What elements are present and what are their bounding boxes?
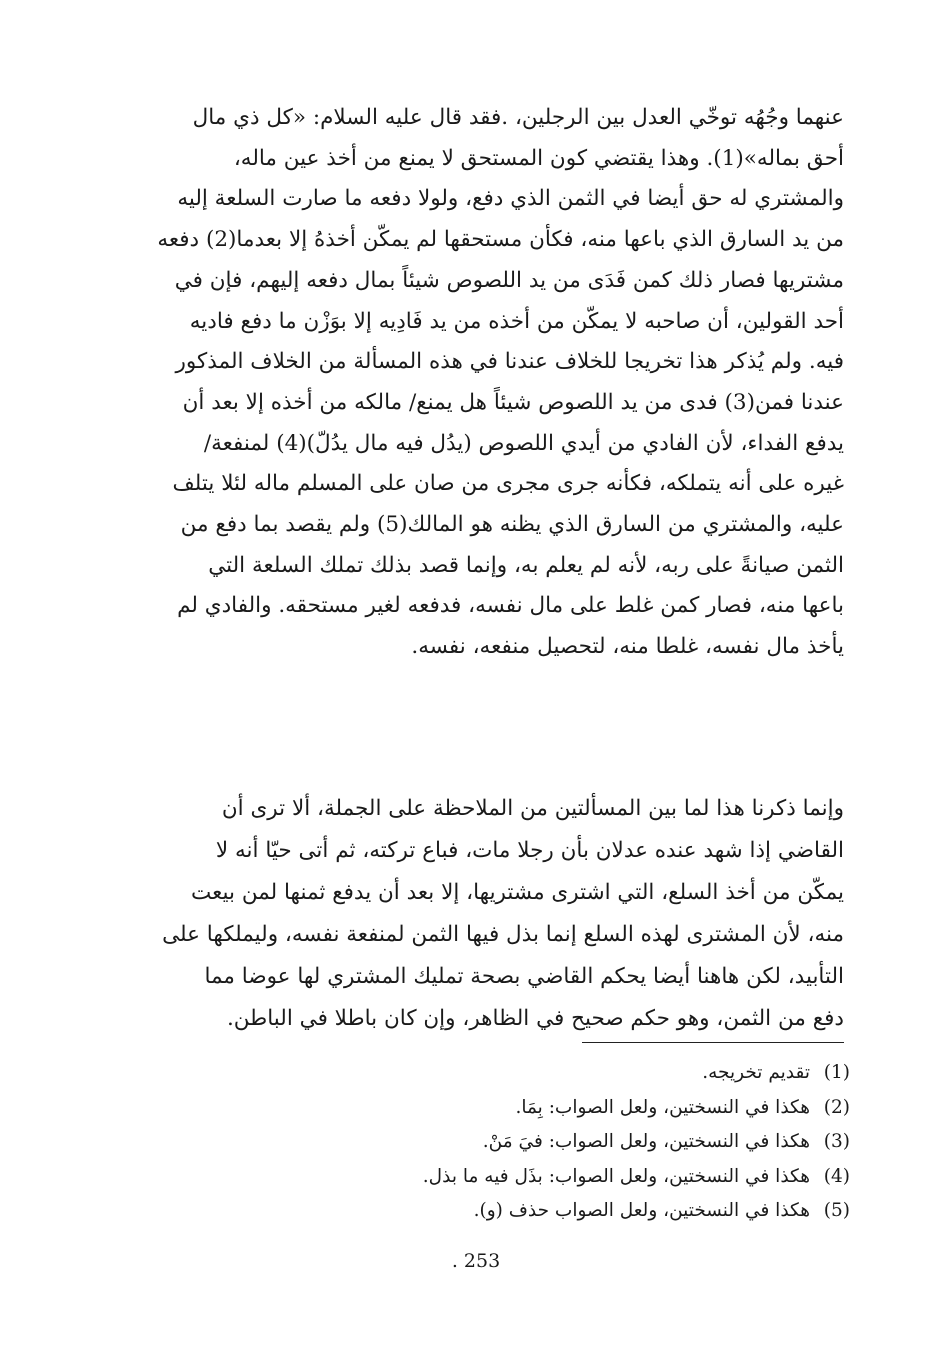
text-line: يدفع الفداء، لأن الفادي من أيدي اللصوص (يدُل فيه مال يدُلّ)(4) لمنفعة/ [203,430,844,456]
footnote-number: (5) [823,1200,850,1221]
text-line: باعها منه، فصار كمن غلط على مال نفسه، فدفعه لغير مستحقه. والفادي لم [177,593,844,619]
footnote-number: (2) [823,1096,850,1118]
text-line: منه، لأن المشترى لهذه السلع إنما بذل فيها الثمن لمنفعة نفسه، وليملكها على [162,922,844,947]
footnote-number: (1) [823,1062,850,1083]
text-line: يمكّن من أخذ السلع، التي اشترى مشتريها، إلا بعد أن يدفع ثمنها لمن بيعت [191,880,844,905]
paragraph-2 [118,788,844,1040]
text-line: فيه. ولم يُذكر هذا تخريجا للخلاف عندنا في هذه المسألة من الخلاف المذكور [175,349,844,375]
text-line: دفع من الثمن، وهو حكم صحيح في الظاهر، وإن كان باطلا في الباطن. [226,1006,844,1031]
paragraph-1 [118,98,844,668]
text-line: والمشتري له حق أيضا في الثمن الذي دفع، ولولا دفعه ما صارت السلعة إليه [177,186,844,212]
footnote-text: هكذا في النسختين، ولعل الصواب حذف (و). [473,1200,810,1221]
text-line: أحد القولين، أن صاحبه لا يمكّن من أخذه من يد فَادِيه إلا بوَزْن ما دفع فاديه [189,308,844,334]
footnote-number: (4) [823,1165,850,1187]
text-line: أحق بماله»(1). وهذا يقتضي كون المستحق لا يمنع من أخذ عين ماله، [233,145,844,171]
footnote [300,1160,850,1195]
page-number: . 253 [451,1250,501,1272]
footnote [300,1125,850,1160]
footnote-text: هكذا في النسختين، ولعل الصواب: فيَ مَنْ. [482,1131,810,1152]
text-line: عندنا فمن(3) فدى من يد اللصوص شيئاً هل يمنع/ مالكه من أخذه إلا بعد أن [182,389,844,415]
text-line: القاضي إذا شهد عنده عدلان بأن رجلا مات، فباع تركته، ثم أتى حيّا أنه لا [215,838,844,863]
text-line: وإنما ذكرنا هذا لما بين المسألتين من الملاحظة على الجملة، ألا ترى أن [221,796,844,821]
footnote [300,1056,850,1091]
text-line: عليه، والمشتري من السارق الذي يظنه هو المالك(5) ولم يقصد بما دفع من [180,512,844,538]
text-line: عنهما وجُهُه توخّي العدل بين الرجلين، .فقد قال عليه السلام: «كل ذي مال [192,105,844,130]
text-line: يأخذ مال نفسه، غلطا منه، لتحصيل منفعه، نفسه. [411,634,844,660]
text-line: من يد السارق الذي باعها منه، فكأن مستحقها لم يمكّن أخذهُ إلا بعدما(2) دفعه [157,227,844,253]
footnote [300,1091,850,1126]
footnote-text: تقديم تخريجه. [702,1062,810,1083]
text-line: الثمن صيانةً على ربه، لأنه لم يعلم به، وإنما قصد بذلك تملك السلعة التي [208,552,844,578]
footnote-number: (3) [823,1131,850,1152]
footnote [300,1194,850,1229]
footnote-text: هكذا في النسختين، ولعل الصواب: بذَل فيه ما بذل. [422,1165,810,1187]
footnote-text: هكذا في النسختين، ولعل الصواب: بِمَا. [515,1096,810,1118]
footnote-divider [582,1042,844,1043]
footnotes [300,1056,850,1229]
text-line: مشتريها فصار ذلك كمن فَدَى من يد اللصوص شيئاً بمال دفعه إليهم، فإن في [174,267,844,293]
text-line: التأبيد، لكن هاهنا أيضا يحكم القاضي بصحة تمليك المشتري لها عوضا مما [204,964,844,989]
text-line: غيره على أنه يتملكه، فكأنه جرى مجرى من صان على المسلم ماله لئلا يتلف [172,471,844,497]
